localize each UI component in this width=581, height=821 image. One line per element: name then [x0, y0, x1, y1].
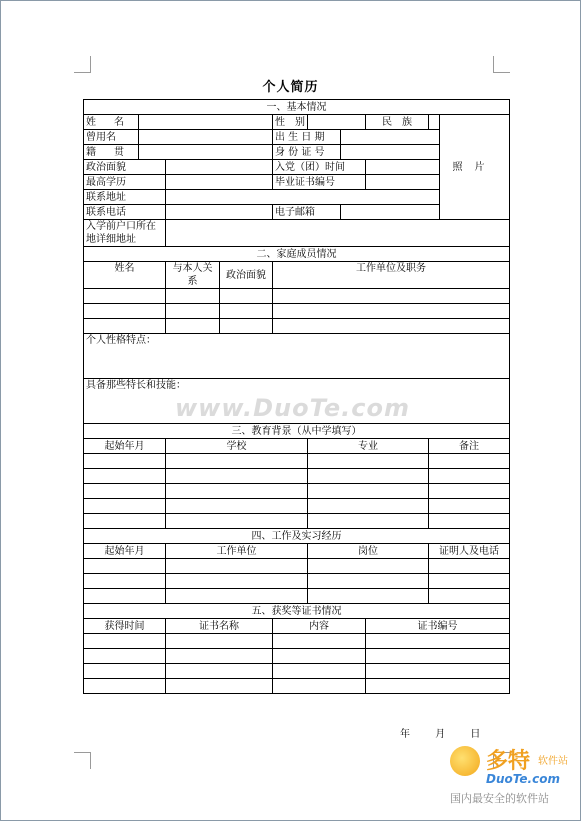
- edu-cell[interactable]: [166, 499, 308, 514]
- cert-cell[interactable]: [166, 649, 273, 664]
- edu-col-major: 专业: [308, 439, 429, 454]
- logo-slogan: 国内最安全的软件站: [450, 792, 549, 805]
- cert-cell[interactable]: [273, 634, 366, 649]
- field-phone[interactable]: [166, 205, 273, 220]
- edu-col-note: 备注: [429, 439, 510, 454]
- field-native-place[interactable]: [139, 145, 273, 160]
- label-birth-date: 出 生 日 期: [273, 130, 341, 145]
- field-name[interactable]: [139, 115, 273, 130]
- section-cert-header: 五、获奖等证书情况: [84, 604, 510, 619]
- cert-cell[interactable]: [84, 664, 166, 679]
- label-political: 政治面貌: [84, 160, 166, 175]
- crop-mark-top-right: [493, 56, 510, 73]
- label-cert-no: 毕业证书编号: [273, 175, 366, 190]
- work-cell[interactable]: [84, 574, 166, 589]
- section-family-header: 二、家庭成员情况: [84, 247, 510, 262]
- cert-cell[interactable]: [273, 649, 366, 664]
- edu-cell[interactable]: [308, 469, 429, 484]
- field-cert-no[interactable]: [366, 175, 440, 190]
- edu-cell[interactable]: [308, 484, 429, 499]
- edu-cell[interactable]: [429, 469, 510, 484]
- work-col-post: 岗位: [308, 544, 429, 559]
- cert-col-time: 获得时间: [84, 619, 166, 634]
- field-address[interactable]: [166, 190, 440, 205]
- field-education[interactable]: [166, 175, 273, 190]
- label-name: 姓 名: [84, 115, 139, 130]
- cert-cell[interactable]: [366, 634, 510, 649]
- label-email: 电子邮箱: [273, 205, 341, 220]
- family-cell[interactable]: [166, 319, 220, 334]
- mascot-icon: [450, 746, 480, 776]
- label-native-place: 籍 贯: [84, 145, 139, 160]
- family-col-name: 姓名: [84, 262, 166, 289]
- edu-cell[interactable]: [84, 484, 166, 499]
- watermark: www.DuoTe.com: [175, 394, 410, 422]
- logo-url-text: DuoTe.com: [486, 772, 560, 786]
- edu-cell[interactable]: [308, 514, 429, 529]
- work-cell[interactable]: [308, 589, 429, 604]
- work-cell[interactable]: [166, 589, 308, 604]
- family-cell[interactable]: [273, 289, 510, 304]
- edu-cell[interactable]: [429, 499, 510, 514]
- cert-col-name: 证书名称: [166, 619, 273, 634]
- work-cell[interactable]: [429, 574, 510, 589]
- section-work-header: 四、工作及实习经历: [84, 529, 510, 544]
- edu-col-start-end: 起始年月: [84, 439, 166, 454]
- edu-cell[interactable]: [308, 454, 429, 469]
- label-join-party: 入党（团）时间: [273, 160, 366, 175]
- label-id-number: 身 份 证 号: [273, 145, 341, 160]
- family-cell[interactable]: [220, 289, 273, 304]
- cert-cell[interactable]: [84, 649, 166, 664]
- field-birth-date[interactable]: [341, 130, 440, 145]
- crop-mark-top-left: [74, 56, 91, 73]
- field-gender[interactable]: [308, 115, 366, 130]
- date-year-label: 年: [400, 729, 410, 740]
- cert-cell[interactable]: [166, 679, 273, 694]
- cert-cell[interactable]: [84, 679, 166, 694]
- crop-mark-bottom-left: [74, 752, 91, 769]
- label-former-name: 曾用名: [84, 130, 139, 145]
- edu-cell[interactable]: [166, 454, 308, 469]
- cert-cell[interactable]: [366, 664, 510, 679]
- cert-cell[interactable]: [273, 679, 366, 694]
- edu-cell[interactable]: [308, 499, 429, 514]
- photo-box[interactable]: 照片: [440, 115, 510, 220]
- family-col-relation: 与本人关系: [166, 262, 220, 289]
- cert-cell[interactable]: [84, 634, 166, 649]
- field-join-party[interactable]: [366, 160, 440, 175]
- label-education: 最高学历: [84, 175, 166, 190]
- signature-date: [400, 725, 502, 740]
- family-col-work: 工作单位及职务: [273, 262, 510, 289]
- edu-cell[interactable]: [84, 469, 166, 484]
- field-former-name[interactable]: [139, 130, 273, 145]
- family-cell[interactable]: [84, 289, 166, 304]
- work-cell[interactable]: [166, 559, 308, 574]
- work-cell[interactable]: [166, 574, 308, 589]
- family-cell[interactable]: [84, 304, 166, 319]
- cert-cell[interactable]: [366, 679, 510, 694]
- logo-main-text: 多特: [486, 749, 531, 774]
- field-ethnicity[interactable]: [429, 115, 440, 130]
- cert-cell[interactable]: [366, 649, 510, 664]
- work-cell[interactable]: [429, 559, 510, 574]
- label-phone: 联系电话: [84, 205, 166, 220]
- family-cell[interactable]: [166, 289, 220, 304]
- page-title: 个人简历: [262, 80, 319, 95]
- work-cell[interactable]: [84, 559, 166, 574]
- site-logo: [446, 742, 578, 808]
- field-political[interactable]: [166, 160, 273, 175]
- edu-cell[interactable]: [166, 469, 308, 484]
- label-ethnicity: 民 族: [366, 115, 429, 130]
- work-cell[interactable]: [429, 589, 510, 604]
- field-hukou[interactable]: [166, 220, 510, 247]
- family-cell[interactable]: [84, 319, 166, 334]
- family-cell[interactable]: [273, 319, 510, 334]
- work-col-witness: 证明人及电话: [429, 544, 510, 559]
- label-hukou: 入学前户口所在地详细地址: [84, 220, 166, 247]
- section-education-header: 三、教育背景（从中学填写）: [84, 424, 510, 439]
- edu-cell[interactable]: [429, 484, 510, 499]
- cert-cell[interactable]: [273, 664, 366, 679]
- cert-cell[interactable]: [166, 634, 273, 649]
- label-address: 联系地址: [84, 190, 166, 205]
- field-id-number[interactable]: [341, 145, 440, 160]
- family-cell[interactable]: [220, 304, 273, 319]
- work-col-unit: 工作单位: [166, 544, 308, 559]
- family-cell[interactable]: [220, 319, 273, 334]
- edu-cell[interactable]: [84, 514, 166, 529]
- edu-cell[interactable]: [166, 514, 308, 529]
- family-cell[interactable]: [166, 304, 220, 319]
- cert-col-number: 证书编号: [366, 619, 510, 634]
- cert-cell[interactable]: [166, 664, 273, 679]
- edu-cell[interactable]: [84, 499, 166, 514]
- family-col-political: 政治面貌: [220, 262, 273, 289]
- logo-sub-text: 软件站: [538, 756, 568, 767]
- edu-cell[interactable]: [429, 514, 510, 529]
- date-day-label: 日: [470, 729, 481, 740]
- label-gender: 性 别: [273, 115, 308, 130]
- work-col-start-end: 起始年月: [84, 544, 166, 559]
- section-basic-header: 一、基本情况: [84, 100, 510, 115]
- work-cell[interactable]: [308, 559, 429, 574]
- skills-box[interactable]: 具备那些特长和技能：: [84, 379, 510, 424]
- date-month-label: 月: [435, 729, 446, 740]
- personality-box[interactable]: 个人性格特点：: [84, 334, 510, 379]
- edu-cell[interactable]: [166, 484, 308, 499]
- work-cell[interactable]: [84, 589, 166, 604]
- field-email[interactable]: [341, 205, 440, 220]
- edu-cell[interactable]: [429, 454, 510, 469]
- edu-col-school: 学校: [166, 439, 308, 454]
- family-cell[interactable]: [273, 304, 510, 319]
- edu-cell[interactable]: [84, 454, 166, 469]
- cert-col-content: 内容: [273, 619, 366, 634]
- work-cell[interactable]: [308, 574, 429, 589]
